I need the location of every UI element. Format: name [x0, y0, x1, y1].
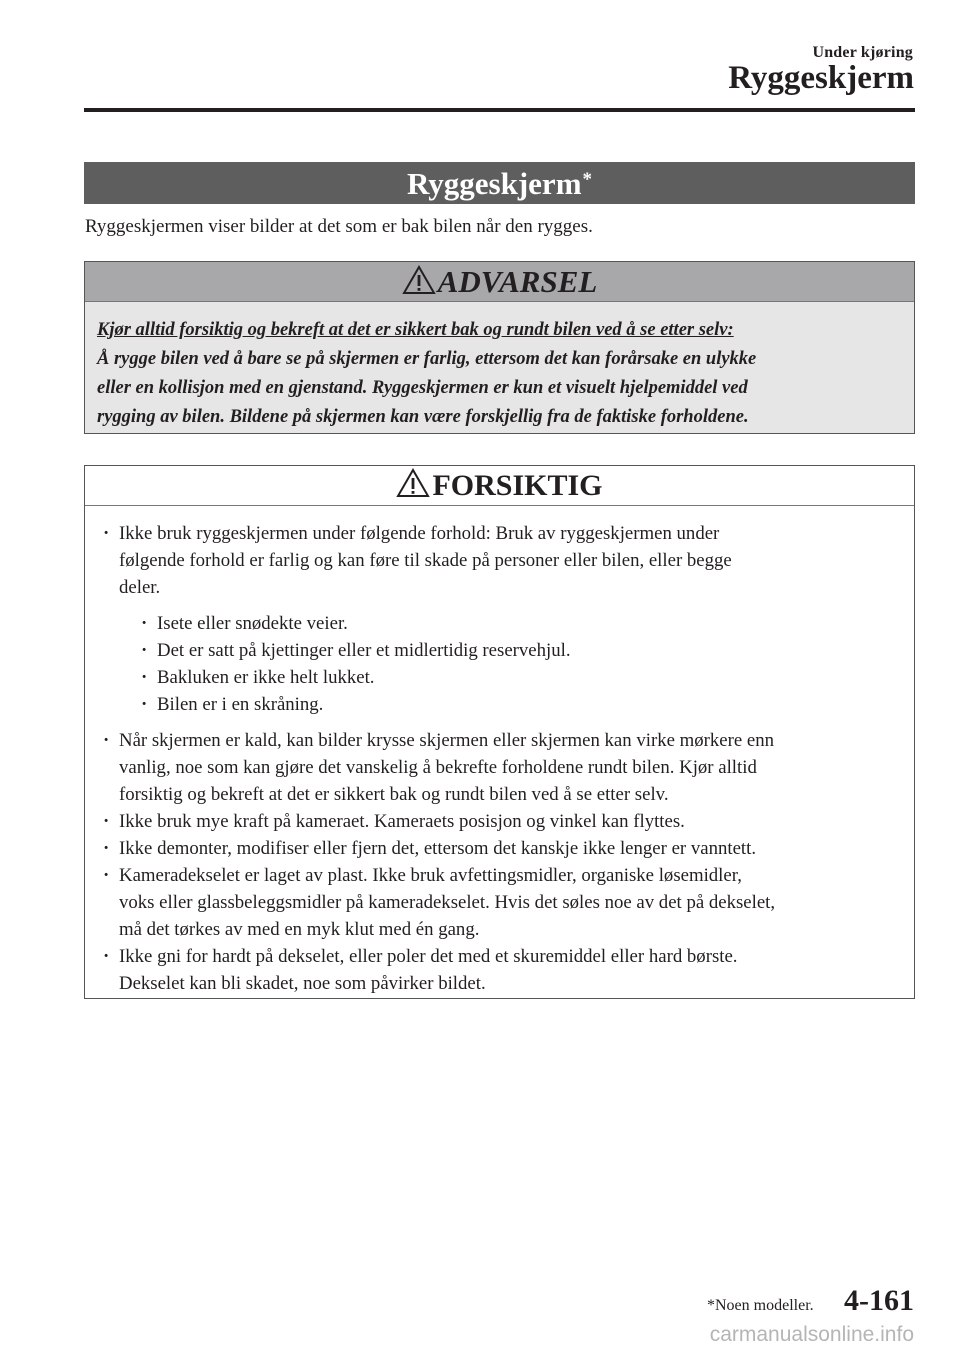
caution-subitem: · Det er satt på kjettinger eller et midlertidig reservehjul. [139, 637, 902, 664]
header-divider [84, 108, 915, 112]
caution-item-line: · Ikke bruk mye kraft på kameraet. Kameraets posisjon og vinkel kan flyttes. [119, 811, 685, 832]
caution-header [85, 466, 914, 506]
warning-body [85, 302, 914, 432]
caution-item-line: · Ikke demonter, modifiser eller fjern det, ettersom det kanskje ikke lenger er vanntett. [119, 838, 757, 859]
warning-line: rygging av bilen. Bildene på skjermen kan være forskjellig fra de faktiske forholdene. [97, 407, 749, 427]
caution-item [101, 727, 902, 808]
caution-item-line: forsiktig og bekreft at det er sikkert bak og rundt bilen ved å se etter selv. [119, 784, 669, 805]
warning-triangle-icon [402, 265, 436, 295]
caution-item [101, 835, 902, 862]
caution-item-line: · Kameradekselet er laget av plast. Ikke bruk avfettingsmidler, organiske løsemidler, [119, 865, 742, 886]
caution-box [84, 465, 915, 999]
footnote: *Noen modeller. [707, 1297, 814, 1314]
caution-heading: FORSIKTIG [432, 469, 603, 502]
caution-item-line: voks eller glassbeleggsmidler på kameradekselet. Hvis det søles noe av det på dekselet, [119, 892, 776, 913]
caution-item [101, 520, 902, 718]
caution-item-line: følgende forhold er farlig og kan føre til skade på personer eller bilen, eller begge [119, 550, 732, 571]
warning-box [84, 261, 915, 434]
section-title-banner [84, 162, 915, 204]
caution-item [101, 862, 902, 943]
page-number: 4-161 [844, 1284, 914, 1317]
page-header-title: Ryggeskjerm [728, 60, 914, 96]
caution-item-line: Dekselet kan bli skadet, noe som påvirker bildet. [119, 973, 486, 994]
watermark: carmanualsonline.info [709, 1323, 914, 1346]
caution-subitem: · Isete eller snødekte veier. [139, 610, 902, 637]
section-marker: * [582, 169, 593, 190]
caution-sublist [139, 610, 902, 718]
caution-item [101, 943, 902, 997]
section-title: Ryggeskjerm [406, 166, 582, 201]
warning-header [85, 262, 914, 302]
caution-item-line: · Ikke bruk ryggeskjermen under følgende forhold: Bruk av ryggeskjermen under [119, 523, 720, 544]
caution-item-line: · Når skjermen er kald, kan bilder krysse skjermen eller skjermen kan virke mørkere enn [119, 730, 775, 751]
intro-paragraph: Ryggeskjermen viser bilder at det som er bak bilen når den rygges. [85, 216, 593, 237]
warning-heading: ADVARSEL [437, 264, 598, 299]
caution-triangle-icon [396, 468, 430, 498]
caution-item-line: vanlig, noe som kan gjøre det vanskelig å bekrefte forholdene rundt bilen. Kjør alltid [119, 757, 757, 778]
caution-subitem: · Bilen er i en skråning. [139, 691, 902, 718]
caution-item [101, 808, 902, 835]
warning-line: eller en kollisjon med en gjenstand. Ryggeskjermen er kun et visuelt hjelpemiddel ved [97, 378, 748, 398]
caution-item-line: deler. [119, 577, 161, 598]
caution-subitem: · Bakluken er ikke helt lukket. [139, 664, 902, 691]
caution-item-line: må det tørkes av med en myk klut med én gang. [119, 919, 480, 940]
caution-item-line: · Ikke gni for hardt på dekselet, eller poler det med et skuremiddel eller hard børste. [119, 946, 738, 967]
caution-body [85, 506, 914, 997]
chapter-label: Under kjøring [812, 44, 913, 61]
warning-lead: Kjør alltid forsiktig og bekreft at det er sikkert bak og rundt bilen ved å se etter selv: [97, 320, 734, 340]
warning-line: Å rygge bilen ved å bare se på skjermen er farlig, ettersom det kan forårsake en ulykke [97, 349, 757, 369]
